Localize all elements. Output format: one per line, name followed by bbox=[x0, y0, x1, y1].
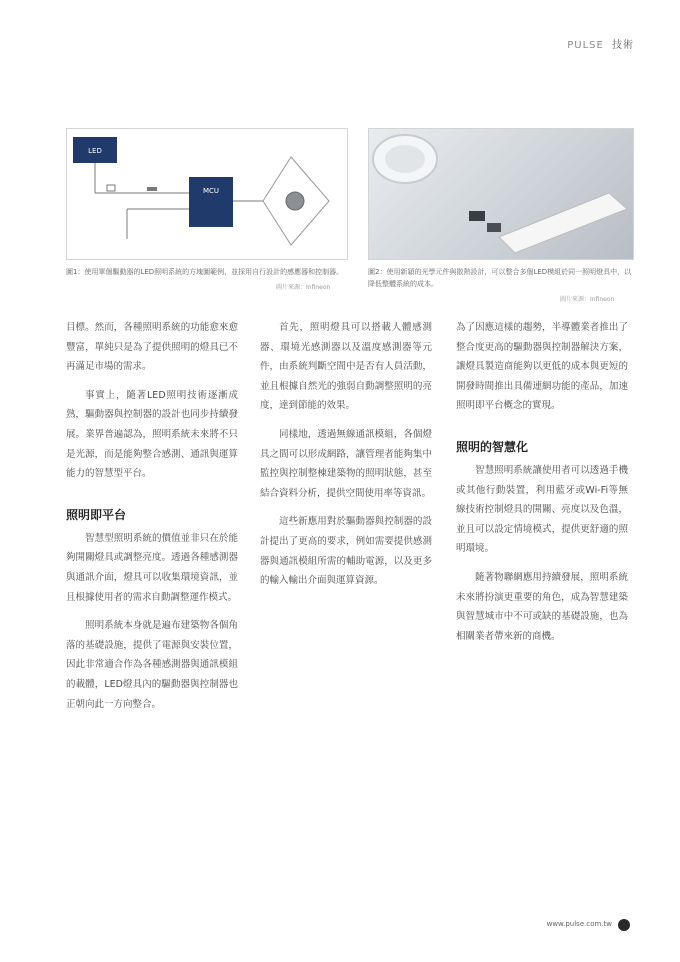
paragraph: 照明系統本身就是遍布建築物各個角落的基礎設施，提供了電源與安裝位置，因此非常適合作為各種感測器與通訊模組的載體，LED燈具內的驅動器與控制器也正朝向此一方向整合。 bbox=[66, 620, 238, 710]
lamp-icon bbox=[286, 192, 304, 210]
figure-1-caption: 圖1：使用單個驅動器的LED照明系統的方塊圖範例，並採用自行設計的感應器和控制器。 bbox=[66, 268, 344, 276]
paragraph: 隨著物聯網應用持續發展，照明系統未來將扮演更重要的角色，成為智慧建築與智慧城市中不可或缺的基礎設施，也為相關業者帶來新的商機。 bbox=[456, 571, 628, 642]
driver-module-icon bbox=[469, 211, 485, 221]
text-column-1 bbox=[66, 318, 238, 723]
section-name: 技術 bbox=[612, 40, 634, 51]
paragraph: 目標。然而，各種照明系統的功能愈來愈豐富，單純只是為了提供照明的燈具已不再滿足市場的需求。 bbox=[66, 322, 238, 373]
magazine-name: PULSE bbox=[567, 40, 604, 51]
text-column-3 bbox=[456, 318, 628, 655]
mcu-block bbox=[189, 177, 233, 227]
section-heading-smart: 照明的智慧化 bbox=[456, 439, 529, 454]
product-photo-graphic bbox=[369, 129, 633, 259]
paragraph: 這些新應用對於驅動器與控制器的設計提出了更高的要求，例如需要提供感測器與通訊模組所需的輔助電源，以及更多的輸入輸出介面與運算資源。 bbox=[260, 516, 432, 587]
running-header bbox=[567, 36, 634, 51]
mcu-block-label: MCU bbox=[202, 187, 220, 195]
figure-2-credit: 圖片來源：Infineon bbox=[560, 296, 615, 303]
paragraph: 同樣地，透過無線通訊模組，各個燈具之間可以形成網路，讓管理者能夠集中監控與控制整棟建築物的照明狀態，甚至結合資料分析，提供空間使用率等資訊。 bbox=[260, 428, 432, 499]
figure-1-circuit-diagram bbox=[66, 128, 348, 260]
circuit-diagram-graphic bbox=[67, 129, 347, 259]
paragraph: 智慧照明系統讓使用者可以透過手機或其他行動裝置，利用藍牙或Wi-Fi等無線技術控制燈具的開關、亮度以及色溫，並且可以設定情境模式，提供更舒適的照明環境。 bbox=[456, 464, 628, 555]
text-column-2 bbox=[260, 318, 432, 600]
section-heading-platform: 照明即平台 bbox=[66, 507, 127, 522]
led-block-label: LED bbox=[88, 147, 102, 155]
page-marker-icon bbox=[618, 919, 630, 931]
figure-1-credit: 圖片來源：Infineon bbox=[276, 284, 331, 291]
figure-2-product-photo bbox=[368, 128, 634, 260]
paragraph: 首先，照明燈具可以搭載人體感測器、環境光感測器以及溫度感測器等元件，由系統判斷空間中是否有人員活動，並且根據自然光的強弱自動調整照明的亮度，達到節能的效果。 bbox=[260, 322, 432, 412]
paragraph: 為了因應這樣的趨勢，半導體業者推出了整合度更高的驅動器與控制器解決方案，讓燈具製造商能夠以更低的成本與更短的開發時間推出具備連網功能的產品，加速照明即平台概念的實現。 bbox=[456, 322, 628, 412]
paragraph: 智慧型照明系統的價值並非只在於能夠開關燈具或調整亮度。透過各種感測器與通訊介面，燈具可以收集環境資訊，並且根據使用者的需求自動調整運作模式。 bbox=[66, 532, 238, 603]
footer-url: www.pulse.com.tw bbox=[546, 920, 612, 928]
figure-2-caption: 圖2：使用新穎的光學元件與散熱設計，可以整合多個LED模組於同一照明燈具中，以降低整體系統的成本。 bbox=[368, 268, 632, 288]
paragraph: 事實上，隨著LED照明技術逐漸成熟，驅動器與控制器的設計也同步持續發展。業界普遍認為，照明系統未來將不只是光源，而是能夠整合感測、通訊與運算能力的智慧型平台。 bbox=[66, 389, 238, 480]
driver-housing bbox=[499, 193, 627, 253]
